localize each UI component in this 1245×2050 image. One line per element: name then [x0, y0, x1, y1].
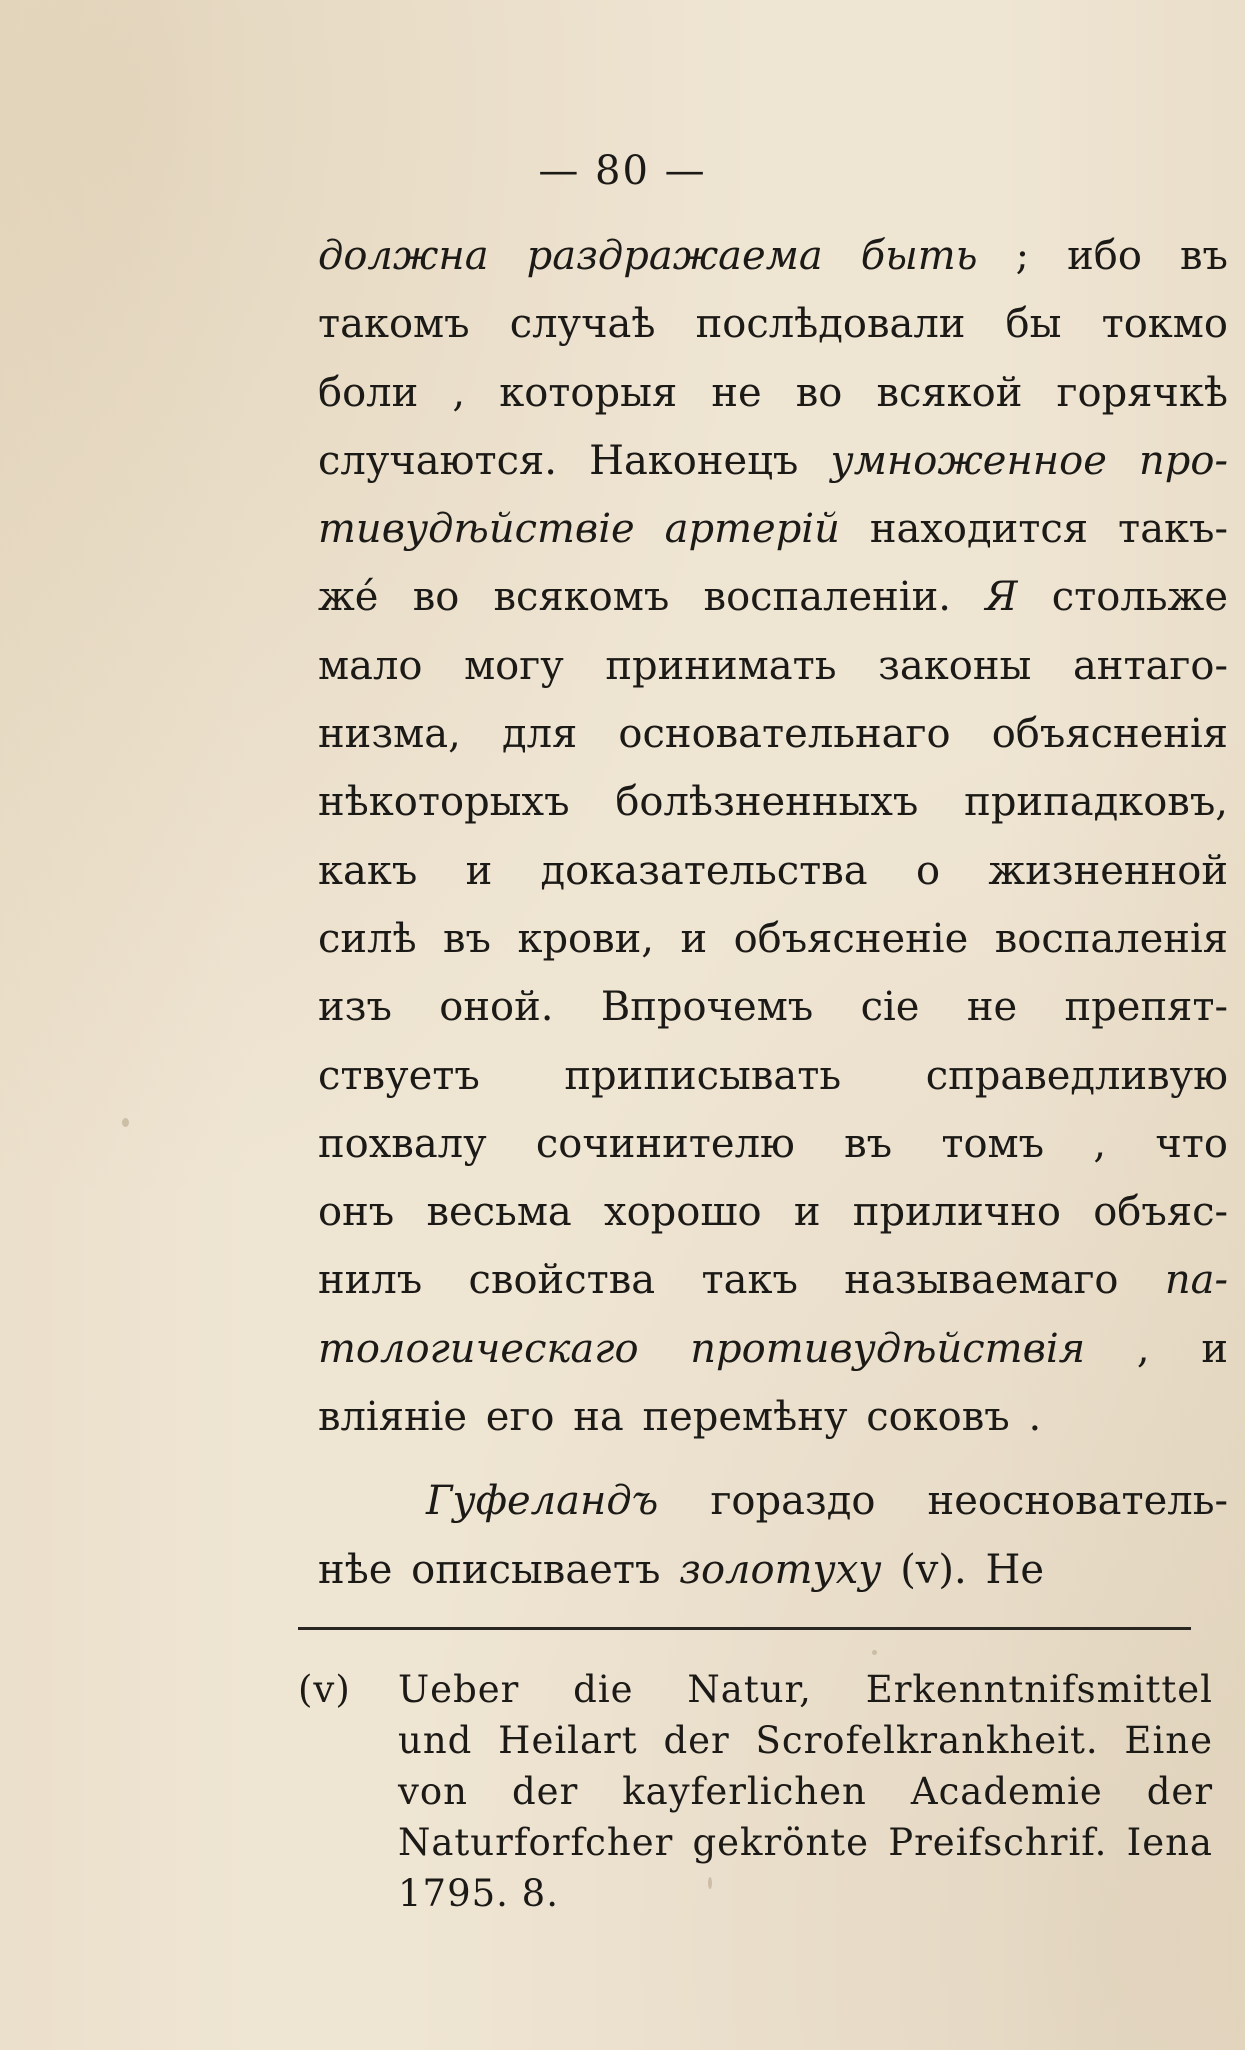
main-text — [318, 222, 1228, 1604]
paragraph-2 — [318, 1467, 1228, 1604]
text-run: гораздо неоснователь- — [658, 1478, 1228, 1525]
footnote-line: 1795. 8. — [398, 1872, 559, 1915]
text-line — [318, 905, 1228, 973]
text-line — [318, 359, 1228, 427]
text-run: находится такъ- — [839, 506, 1229, 553]
paper-speck — [872, 1650, 877, 1655]
text-line — [318, 1110, 1228, 1178]
text-run: такомъ случаѣ послѣдовали бы токмо — [318, 301, 1228, 348]
italic-text: должна раздражаема быть — [318, 233, 978, 279]
footnote-line: von der kayferlichen Academie der — [398, 1770, 1213, 1813]
footnote-line: und Heilart der Scrofelkrankheit. Eine — [398, 1719, 1213, 1762]
text-line — [318, 222, 1228, 290]
text-line — [318, 1178, 1228, 1246]
text-line — [318, 632, 1228, 700]
paper-speck — [122, 1118, 129, 1127]
text-run: нѣе описываетъ — [318, 1546, 680, 1593]
text-line — [318, 1315, 1228, 1383]
text-run: ; ибо въ — [977, 233, 1228, 279]
text-run: (v). Не — [881, 1546, 1044, 1593]
paper-speck — [708, 1877, 712, 1889]
text-run: какъ и доказательства о жизненной — [318, 847, 1228, 894]
text-run: ствуетъ приписывать справедливую — [318, 1052, 1228, 1099]
footnote — [298, 1664, 1213, 1919]
text-line — [318, 427, 1228, 495]
text-run: , и — [1085, 1325, 1228, 1372]
text-line — [318, 563, 1228, 631]
italic-text: тивудѣйствіе артерій — [318, 506, 840, 553]
text-run: стольже — [1017, 574, 1229, 621]
page-number: — 80 — — [538, 148, 707, 194]
text-line — [318, 1042, 1228, 1110]
text-line — [318, 837, 1228, 905]
text-run: случаются. Наконецъ — [318, 437, 831, 484]
text-line — [318, 768, 1228, 836]
text-run: низма, для основательнаго объясненія — [318, 711, 1228, 758]
text-run: похвалу сочинителю въ томъ , что — [318, 1120, 1228, 1167]
text-run: изъ оной. Впрочемъ сіе не препят- — [318, 984, 1228, 1031]
footnote-body — [398, 1664, 1213, 1919]
italic-text: па- — [1164, 1257, 1228, 1304]
text-line — [318, 973, 1228, 1041]
italic-text: Гуфеландъ — [426, 1478, 659, 1525]
text-run: нилъ свойства такъ называемаго — [318, 1257, 1165, 1304]
text-line — [318, 1467, 1228, 1535]
text-line — [318, 1246, 1228, 1314]
text-run: онъ весьма хорошо и прилично объяс- — [318, 1189, 1228, 1236]
italic-text: тологическаго противудѣйствія — [318, 1325, 1086, 1372]
text-line — [318, 1536, 1228, 1604]
italic-text: Я — [985, 574, 1018, 621]
text-run: нѣкоторыхъ болѣзненныхъ припадковъ, — [318, 779, 1228, 826]
text-line — [318, 1383, 1228, 1451]
text-line — [318, 290, 1228, 358]
text-run: силѣ въ крови, и объясненіе воспаленія — [318, 915, 1228, 962]
paragraph-1 — [318, 222, 1228, 1451]
italic-text: золотуху — [679, 1546, 882, 1593]
text-run: боли , которыя не во всякой горячкѣ — [318, 369, 1228, 416]
text-line — [318, 495, 1228, 563]
footnote-marker: (v) — [298, 1668, 351, 1711]
italic-text: умноженное про- — [830, 437, 1228, 484]
text-line — [318, 700, 1228, 768]
footnote-line: Ueber die Natur, Erkenntnifsmittel — [398, 1668, 1213, 1711]
footnote-divider — [298, 1627, 1191, 1630]
text-run: жé во всякомъ воспаленіи. — [318, 574, 986, 621]
footnote-line: Naturforfcher gekrönte Preifschrif. Iena — [398, 1821, 1213, 1864]
text-run: вліяніе его на перемѣну соковъ . — [318, 1394, 1042, 1441]
text-run: мало могу принимать законы антаго- — [318, 642, 1228, 689]
